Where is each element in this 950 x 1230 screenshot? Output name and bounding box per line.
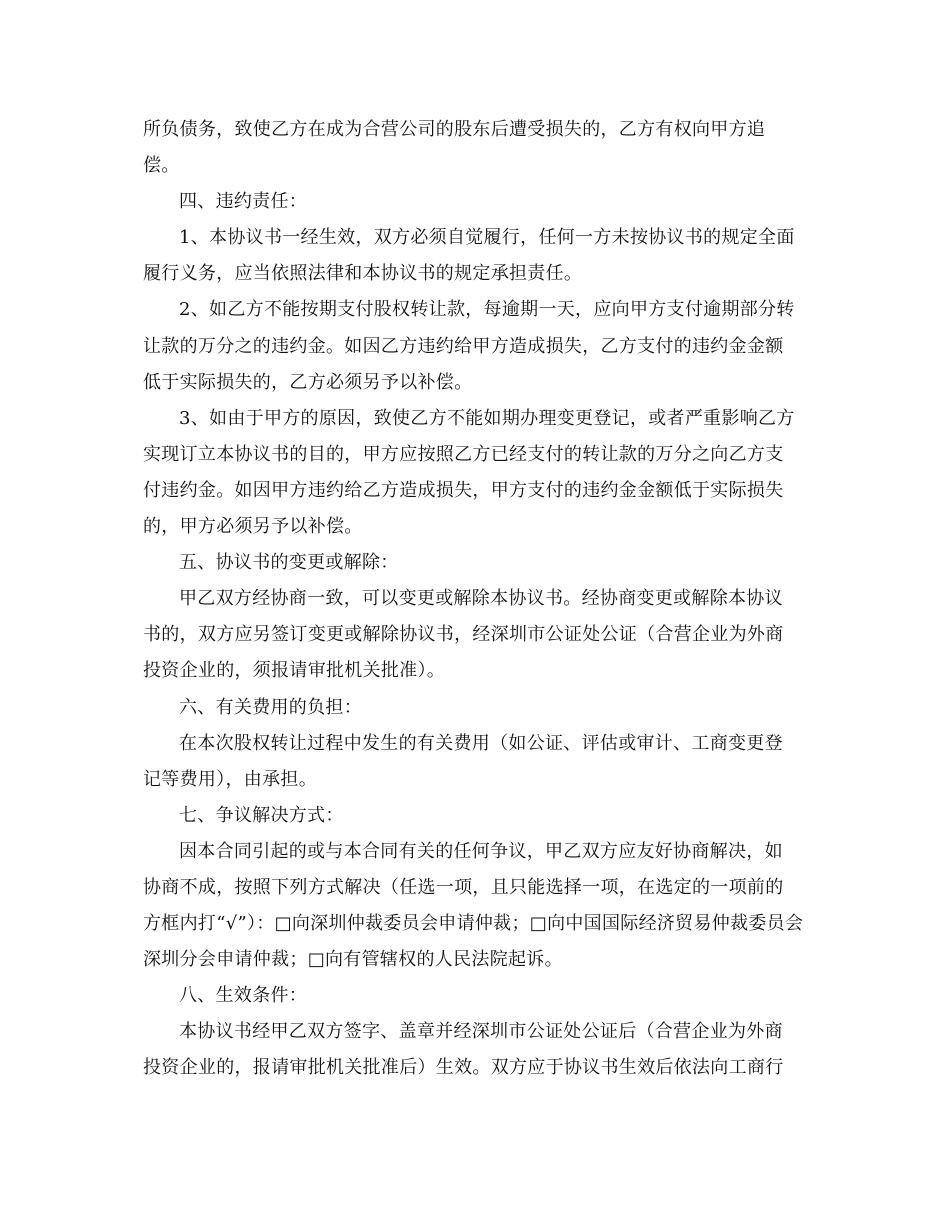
body-line: 低于实际损失的，乙方必须另予以补偿。 [143,371,473,393]
body-line: 偿。 [143,155,180,177]
body-line: 3、如由于甲方的原因，致使乙方不能如期办理变更登记，或者严重影响乙方 [179,407,795,429]
body-line: 本协议书经甲乙双方签字、盖章并经深圳市公证处公证后（合营企业为外商 [179,1021,783,1043]
body-line: 甲乙双方经协商一致，可以变更或解除本协议书。经协商变更或解除本协议 [179,588,783,610]
body-line: 履行义务，应当依照法律和本协议书的规定承担责任。 [143,263,583,285]
body-line: 的，甲方必须另予以补偿。 [143,516,363,538]
body-line: 2、如乙方不能按期支付股权转让款，每逾期一天，应向甲方支付逾期部分转 [179,299,795,321]
section-heading-dispute: 七、争议解决方式： [179,804,344,826]
section-heading-amendment: 五、协议书的变更或解除： [179,552,399,574]
body-line: 因本合同引起的或与本合同有关的任何争议，甲乙双方应友好协商解决，如 [179,840,783,862]
section-heading-effectiveness: 八、生效条件： [179,985,308,1007]
body-line: 协商不成，按照下列方式解决（任选一项，且只能选择一项，在选定的一项前的 [143,876,784,898]
body-line: 投资企业的，报请审批机关批准后）生效。双方应于协议书生效后依法向工商行 [143,1057,784,1079]
body-line: 在本次股权转让过程中发生的有关费用（如公证、评估或审计、工商变更登 [179,732,783,754]
body-line: 实现订立本协议书的目的，甲方应按照乙方已经支付的转让款的万分之向乙方支 [143,443,784,465]
section-heading-expenses: 六、有关费用的负担： [179,696,362,718]
body-line: 投资企业的，须报请审批机关批准）。 [143,660,446,682]
body-line: 所负债务，致使乙方在成为合营公司的股东后遭受损失的，乙方有权向甲方追 [143,119,766,140]
section-heading-breach-liability: 四、违约责任： [179,191,308,213]
body-line: 让款的万分之的违约金。如因乙方违约给甲方造成损失，乙方支付的违约金金额 [143,335,784,357]
body-line: 1、本协议书一经生效，双方必须自觉履行，任何一方未按协议书的规定全面 [179,227,795,249]
document-body [143,112,813,1087]
body-line: 付违约金。如因甲方违约给乙方造成损失，甲方支付的违约金金额低于实际损失 [143,479,784,501]
body-line: 书的，双方应另签订变更或解除协议书，经深圳市公证处公证（合营企业为外商 [143,624,784,646]
body-line: 方框内打“√”）：□向深圳仲裁委员会申请仲裁；□向中国国际经济贸易仲裁委员会 [143,913,804,935]
body-line: 记等费用），由承担。 [143,768,317,790]
body-line: 深圳分会申请仲裁；□向有管辖权的人民法院起诉。 [143,949,563,971]
